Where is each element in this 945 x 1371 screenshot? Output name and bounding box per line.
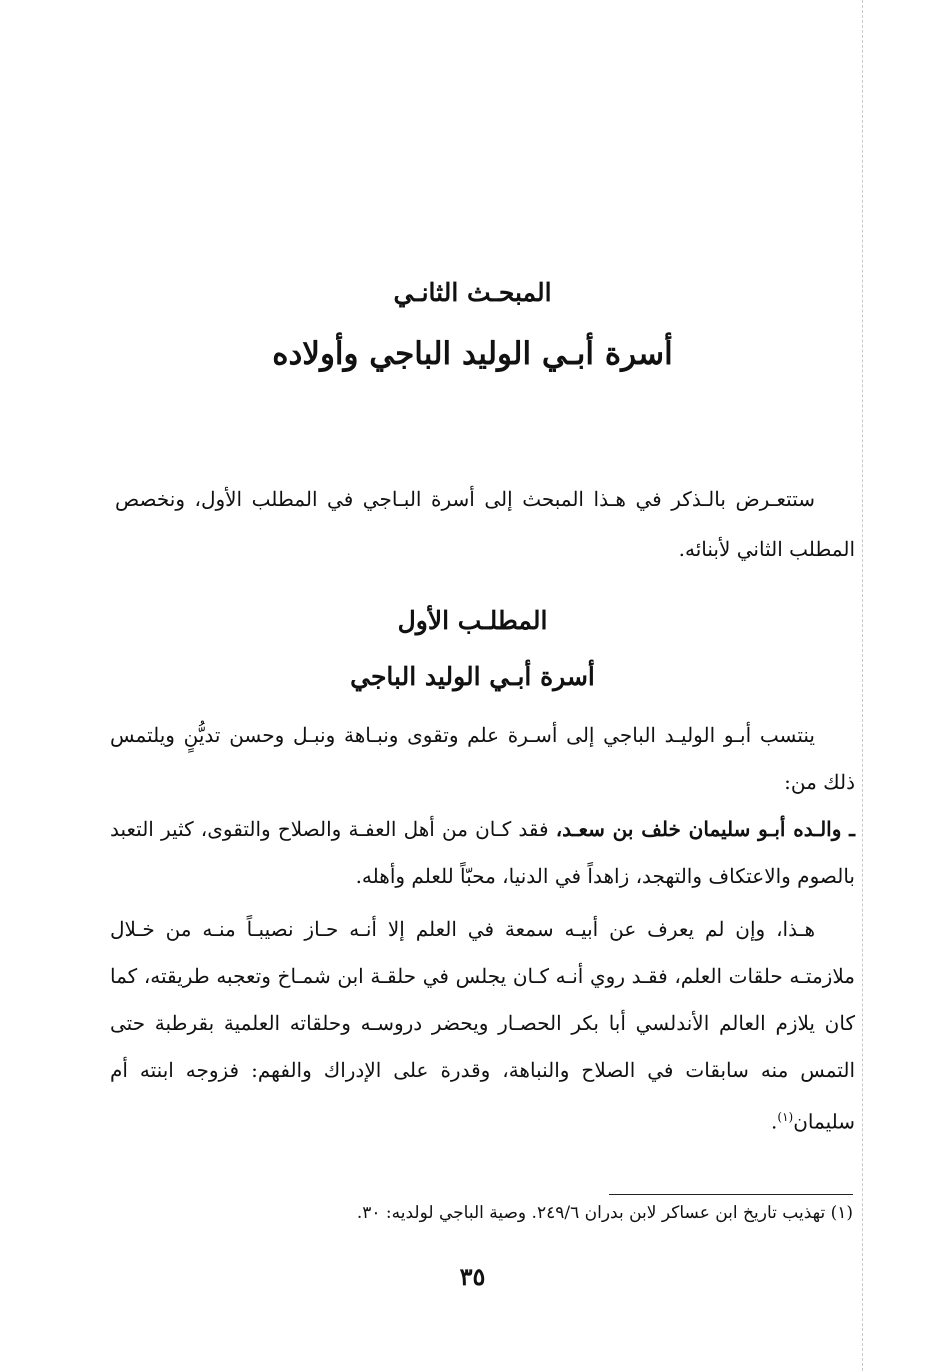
father-paragraph — [110, 806, 855, 900]
father-description: فقد كـان من أهل العفـة والصلاح والتقوى، كثير التعبد بالصوم والاعتكاف والتهجد، زاهداً في الدنيا، محبّاً للعلم وأهله. — [110, 817, 855, 888]
subsection-label: المطلـب الأول — [397, 606, 548, 635]
body-text — [110, 712, 855, 1146]
father-study-text: هـذا، وإن لم يعرف عن أبيـه سمعة في العلم إلا أنـه حـاز نصيبـاً منـه من خـلال ملازمتـه حلقات العلم، فقـد روي أنـه كـان يجلس في حلقـة ابن شمـاخ وتعجبه طريقته، كما كان يلازم العالم الأندلسي أبا بكر الحصـار ويحضر دروسـه وحلقاته العلمية بقرطبة حتى التمس منه سابقات في الصلاح والنباهة، وقدرة على الإدراك والفهم: فزوجه ابنته أم سليمان — [110, 917, 855, 1134]
chapter-title: أسرة أبـي الوليد الباجي وأولاده — [272, 336, 673, 372]
paragraph-end: . — [771, 1109, 778, 1134]
lineage-paragraph: ينتسب أبـو الوليـد الباجي إلى أسـرة علم وتقوى ونبـاهة ونبـل وحسن تديُّنٍ ويلتمس ذلك من: — [110, 723, 855, 794]
footnote-reference[interactable]: (١) — [777, 1110, 794, 1124]
page-number: ٣٥ — [459, 1262, 486, 1291]
father-name-lead: ـ والـده أبـو سليمان خلف بن سعـد، — [555, 817, 855, 841]
footnote-text: (١) تهذيب تاريخ ابن عساكر لابن بدران ٢٤٩/٦. وصية الباجي لولديه: ٣٠. — [356, 1203, 853, 1223]
subsection-title: أسرة أبـي الوليد الباجي — [350, 662, 595, 691]
footnote-divider — [609, 1194, 853, 1195]
chapter-section-label: المبحـث الثانـي — [393, 278, 552, 307]
intro-paragraph: ستتعـرض بالـذكر في هـذا المبحث إلى أسرة البـاجي في المطلب الأول، ونخصص المطلب الثاني لأبنائه. — [115, 487, 855, 561]
father-study-paragraph — [110, 906, 855, 1146]
